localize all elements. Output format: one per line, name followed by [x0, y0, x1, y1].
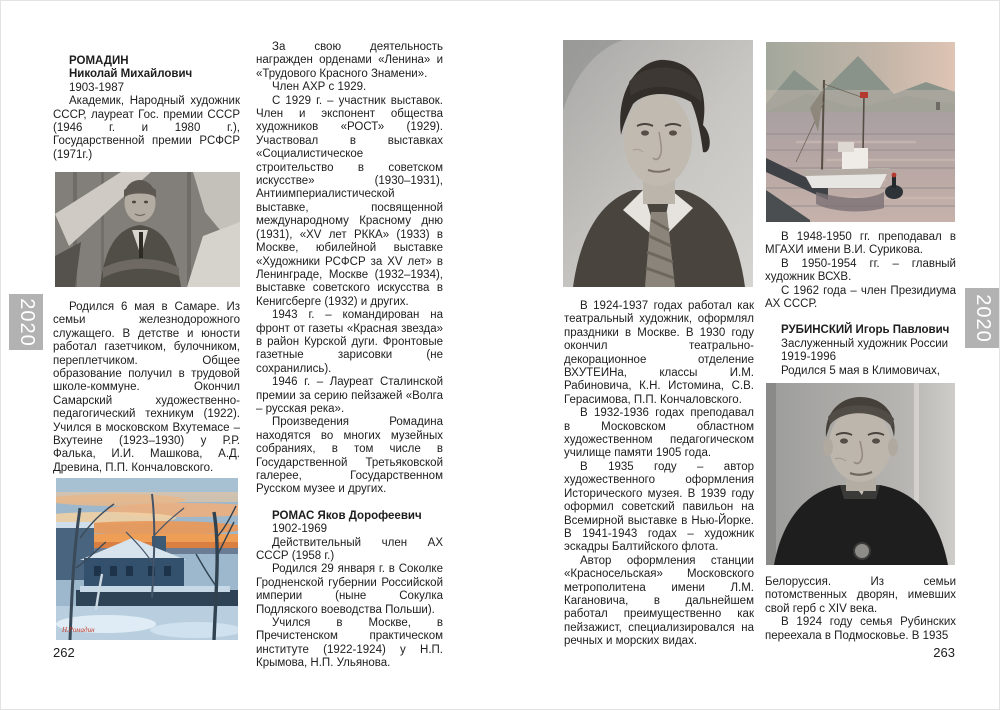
rubinsky-photo-image — [766, 383, 955, 565]
romas-vshv: В 1950-1954 гг. – главный художник ВСХВ. — [765, 257, 956, 284]
rubinsky-years: 1919-1996 — [781, 351, 836, 364]
left-page-number: 262 — [53, 645, 75, 660]
romadin-exhibitions: С 1929 г. – участник выставок. Член и экспонент общества художников «РОСТ» (1929). Участвовал в выставках «Социалистическое строительство в советском искусстве» (1930–1931), Антиимпериалистической выставке, посвященной международному Красному дню (1931), «XV лет РККА» (1933) в Москве, юбилейной выставке «Художники РСФСР за XV лет» в Ленинграде, Москве (1932–1934), выставке советского искусства в Кенигсберге (1932) и других. — [256, 94, 443, 308]
romas-studied: Учился в Москве, в Пречистенском практическом институте (1922-1924) у Н.П. Крымова, Н.П. Ульянова. — [256, 617, 443, 670]
column-2 — [256, 41, 443, 671]
romadin-intro: Академик, Народный художник СССР, лауреат Гос. премии СССР (1946 г. и 1980 г.), Государственной премии РСФСР (1971г.) — [53, 95, 240, 161]
romas-heading: РОМАС Яков Дорофеевич — [272, 509, 422, 522]
romas-born: Родился 29 января г. в Соколке Гродненской губернии Российской империи (ныне Сокулка Подляского воеводства Польши). — [256, 563, 443, 616]
romadin-1943: 1943 г. – командирован на фронт от газеты «Красная звезда» в район Курской дуги. Фронтовые газетные зарисовки (не сохранились). — [256, 309, 443, 375]
romadin-awards: За свою деятельность награжден орденами «Ленина» и «Трудового Красного Знамени». — [256, 41, 443, 80]
rubinsky-title: Заслуженный художник России — [781, 337, 949, 350]
romadin-painting — [56, 478, 238, 640]
rubinsky-belarus: Белоруссия. Из семьи потомственных дворян, имевших свой герб с XIV века. — [765, 576, 956, 615]
romadin-surname: РОМАДИН — [69, 55, 129, 67]
svg-text:Н.Ромадин: Н.Ромадин — [62, 626, 95, 634]
romadin-name: Николай Михайлович — [69, 68, 193, 81]
right-year-tab — [965, 288, 999, 348]
romadin-years: 1903-1987 — [69, 81, 124, 94]
rubinsky-photo — [766, 383, 955, 565]
romadin-bio: Родился 6 мая в Самаре. Из семьи железнодорожного служащего. В детстве и юности работал газетчиком, булочником, переплетчиком. Общее образование получил в трудовой школе-коммуне. Окончил Самарский художественно-педагогический техникум (1922). Учился в московском Вхутемасе – Вхутеине (1923–1930) у Р.Р. Фалька, И.И. Машкова, А.Д. Древина, П.П. Кончаловского. — [53, 301, 240, 474]
left-year-label: 2020 — [15, 297, 38, 347]
right-page-number: 263 — [933, 645, 955, 660]
column-3 — [564, 300, 754, 649]
column-4-bottom — [765, 576, 956, 643]
romas-1935: В 1935 году – автор художественного оформления Исторического музея. В 1939 году оформил советский павильон на Всемирной выставке в Нью-Йорке. В 1941-1943 годах – художник эскадры Балтийского флота. — [564, 460, 754, 554]
romadin-painting-image — [56, 478, 238, 640]
romadin-1946: 1946 г. – Лауреат Сталинской премии за серию пейзажей «Волга – русская река». — [256, 376, 443, 415]
romas-years: 1902-1969 — [272, 523, 327, 536]
left-year-tab — [9, 294, 43, 350]
romadin-photo-image — [55, 172, 240, 287]
romas-metro: Автор оформления станции «Красносельская» Московского метрополитена имени Л.М. Кагановича, в дальнейшем работал преимущественно как пейзажист, специализировался на речных и морских видах. — [564, 554, 754, 648]
rubinsky-heading: РУБИНСКИЙ Игорь Павлович — [781, 324, 950, 337]
column-1-header — [53, 55, 240, 162]
romas-photo — [563, 40, 753, 287]
romas-teaching: В 1932-1936 годах преподавал в Московском областном художественном педагогическом училище памяти 1905 года. — [564, 407, 754, 460]
column-4-top — [765, 231, 956, 378]
rubinsky-1924: В 1924 году семья Рубинских переехала в Подмосковье. В 1935 — [765, 616, 956, 642]
romadin-photo — [55, 172, 240, 287]
column-1-bio — [53, 301, 240, 475]
rubinsky-painting — [766, 42, 955, 222]
rubinsky-painting-image — [766, 42, 955, 222]
rubinsky-born: Родился 5 мая в Климовичах, — [781, 364, 940, 377]
romas-mgahi: В 1948-1950 гг. преподавал в МГАХИ имени В.И. Сурикова. — [765, 231, 956, 257]
romas-member: Действительный член АХ СССР (1958 г.) — [256, 536, 443, 563]
romadin-museums: Произведения Ромадина находятся во многих музейных собраниях, в том числе в Государственной Третьяковской галерее, Государственном Русском музее и других. — [256, 416, 443, 496]
romas-photo-image — [563, 40, 753, 287]
romadin-ahr: Член АХР с 1929. — [272, 81, 367, 94]
romas-theatre: В 1924-1937 годах работал как театральный художник, оформлял праздники в Москве. В 1930 году окончил театрально-декорационное отделение ВХУТЕИНа, классы И.М. Рабиновича, К.Н. Истомина, С.В. Герасимова, П.П. Кончаловского. — [564, 300, 754, 406]
romas-presidium: С 1962 года – член Президиума АХ СССР. — [765, 284, 956, 311]
right-year-label: 2020 — [971, 293, 994, 343]
